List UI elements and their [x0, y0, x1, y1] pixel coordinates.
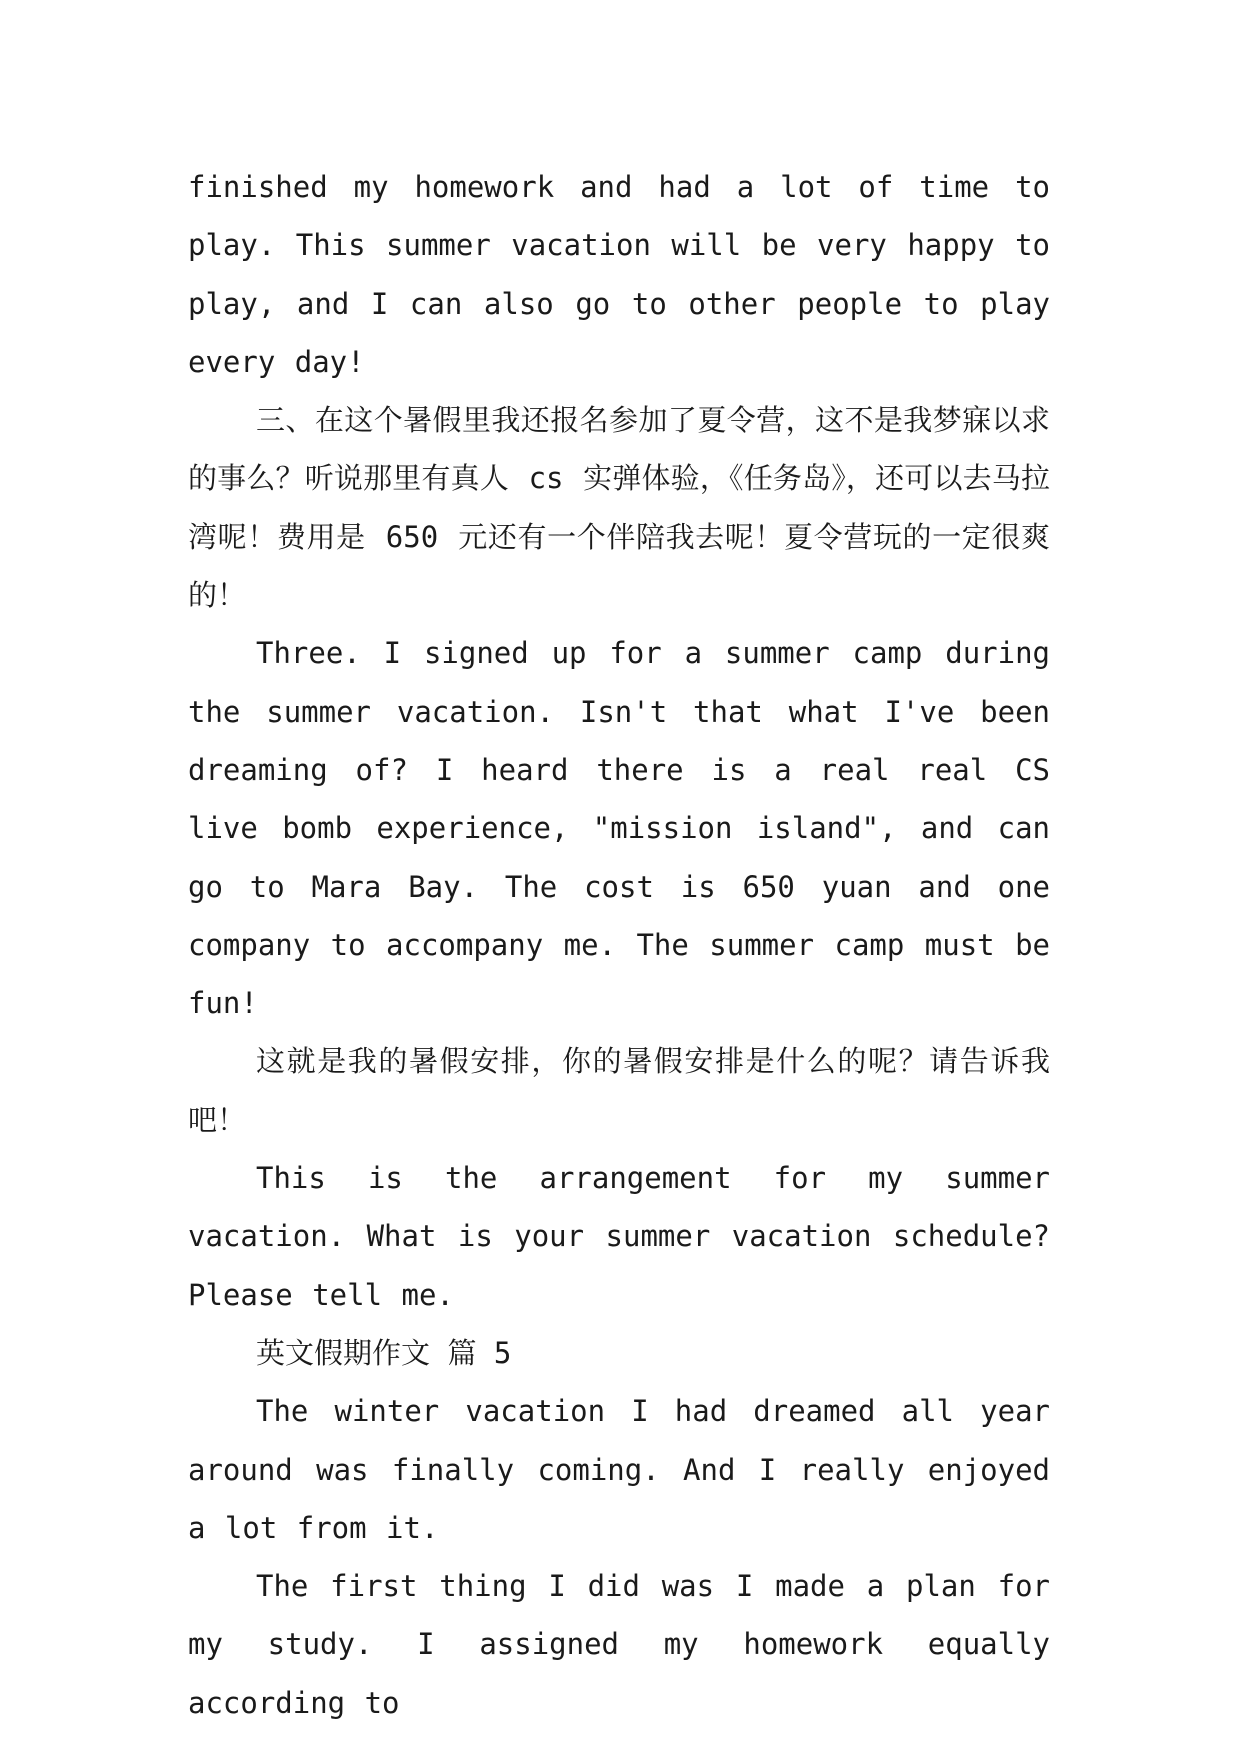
document-body — [188, 158, 1050, 1732]
section-heading: 英文假期作文 篇 5 — [256, 1335, 512, 1370]
paragraph-chinese-closing: 这就是我的暑假安排，你的暑假安排是什么的呢？请告诉我吧！ — [188, 1044, 1050, 1137]
paragraph-study-plan: The first thing I did was I made a plan for my study. I assigned my homework equally according to — [188, 1569, 1050, 1720]
paragraph-english-summer-camp: Three. I signed up for a summer camp during the summer vacation. Isn't that what I've been dreaming of? I heard there is a real real CS live bomb experience, "mission island", and can go to Mara Bay. The cost is 650 yuan and one company to accompany me. The summer camp must be fun! — [188, 636, 1050, 1021]
paragraph-english-continuation: finished my homework and had a lot of time to play. This summer vacation will be very happy to play, and I can also go to other people to play every day! — [188, 170, 1050, 379]
paragraph-chinese-summer-camp: 三、在这个暑假里我还报名参加了夏令营，这不是我梦寐以求的事么？听说那里有真人 cs 实弹体验，《任务岛》，还可以去马拉湾呢！费用是 650 元还有一个伴陪我去呢！夏令营玩的一定很爽的！ — [188, 403, 1050, 613]
paragraph-winter-vacation-intro: The winter vacation I had dreamed all year around was finally coming. And I really enjoyed a lot from it. — [188, 1394, 1050, 1545]
paragraph-english-closing: This is the arrangement for my summer vacation. What is your summer vacation schedule? Please tell me. — [188, 1161, 1050, 1312]
